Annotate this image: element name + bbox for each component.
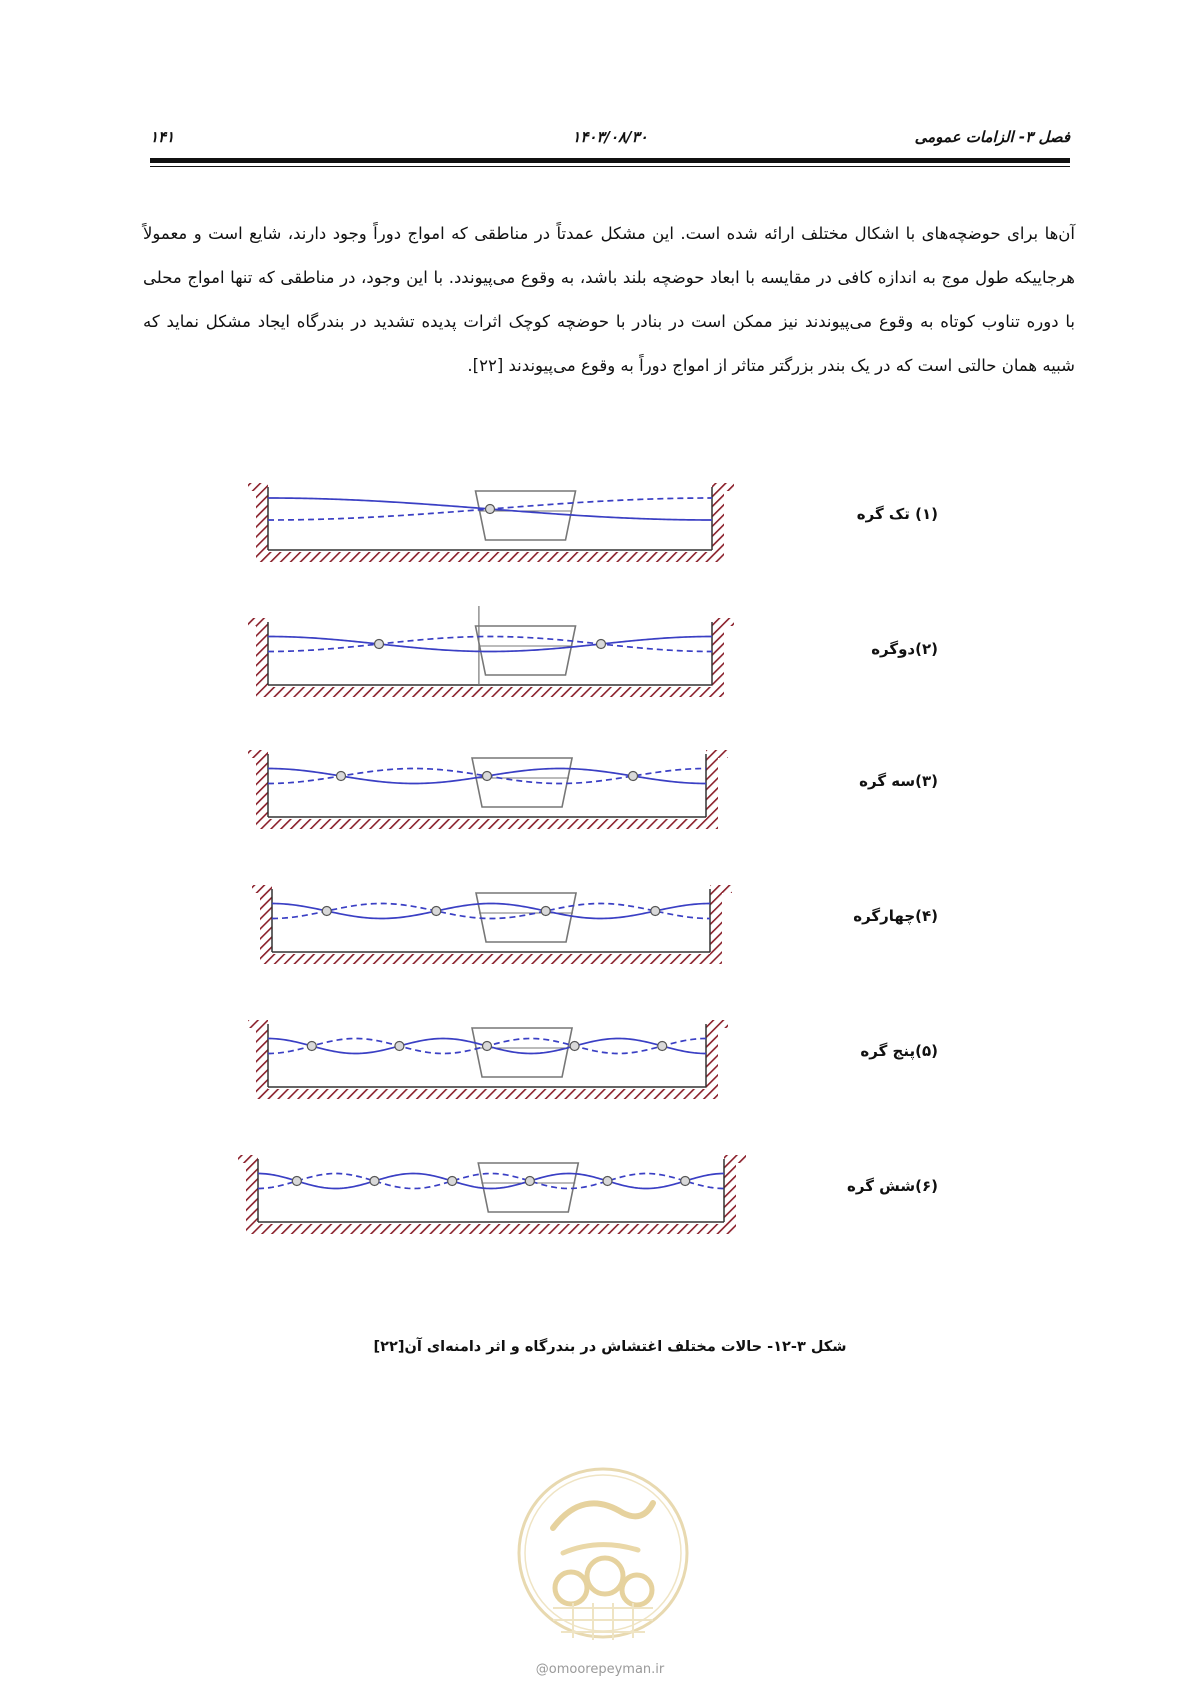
panel-4-node-2: [432, 907, 441, 916]
panel-1-right-wall: [712, 487, 724, 562]
panel-3-node-1: [337, 772, 346, 781]
panel-5-node-5: [658, 1042, 667, 1051]
panel-2-seabed: [256, 687, 724, 697]
panel-3-left-crest: [248, 750, 268, 758]
panel-1-seabed: [256, 552, 724, 562]
panel-4-ship-hull: [476, 893, 576, 942]
panel-5-node-4: [570, 1042, 579, 1051]
panel-4-wave-dashed: [272, 904, 710, 919]
panel-3-label: (۳)سه گره: [859, 772, 938, 790]
panel-6-wave-dashed: [258, 1174, 724, 1189]
panel-1-label: (۱) تک گره: [856, 505, 938, 523]
panel-4-node-3: [541, 907, 550, 916]
panel-2-right-wall: [712, 622, 724, 697]
panel-5-seabed: [256, 1089, 718, 1099]
panel-2-label: (۲)دوگره: [871, 640, 938, 658]
panel-3-right-wall: [706, 754, 718, 829]
panel-5-label: (۵)پنج گره: [860, 1042, 938, 1060]
panel-4-left-crest: [252, 885, 272, 893]
body-paragraph: آن‌ها برای حوضچه‌های با اشکال مختلف ارائه شده است. این مشکل عمدتاً در مناطقی که امواج دوراً وجود دارند، شایع است و معمولاً هرجاییکه طول موج به اندازه کافی در مقایسه با ابعاد حوضچه بلند باشد، به وقوع می‌پیوندد. با این وجود، در مناطقی که تنها امواج محلی با دوره تناوب کوتاه به وقوع می‌پیوندند نیز ممکن است در بنادر با حوضچه کوچک اثرات پدیده تشدید در بندرگاه ایجاد مشکل نماید که شبیه همان حالتی است که در یک بندر بزرگتر متاثر از امواج دوراً به وقوع می‌پیوندند [۲۲].: [143, 224, 1075, 375]
panel-6-right-crest: [724, 1155, 746, 1163]
panel-6-node-6: [681, 1177, 690, 1186]
panel-4-node-1: [322, 907, 331, 916]
panel-4-label: (۴)چهارگره: [853, 907, 938, 925]
panel-4-node-4: [651, 907, 660, 916]
panel-4-right-crest: [710, 885, 732, 893]
panel-6-wave-solid: [258, 1174, 724, 1189]
panel-3-ship-hull: [472, 758, 572, 807]
panel-2-node-2: [597, 640, 606, 649]
watermark-logo: [513, 1448, 693, 1688]
panel-2-left-wall: [256, 622, 268, 697]
panel-2-node-1: [375, 640, 384, 649]
panel-5-node-3: [483, 1042, 492, 1051]
panel-4-wave-solid: [272, 904, 710, 919]
panel-4-left-wall: [260, 889, 272, 964]
panel-1-left-wall: [256, 487, 268, 562]
panel-5-left-crest: [248, 1020, 268, 1028]
panel-6-node-2: [370, 1177, 379, 1186]
panel-3-left-wall: [256, 754, 268, 829]
panel-6-node-3: [448, 1177, 457, 1186]
panel-3-seabed: [256, 819, 718, 829]
panel-1-right-crest: [712, 483, 734, 491]
panel-6-left-wall: [246, 1159, 258, 1234]
page-number: ۱۴۱: [150, 128, 175, 146]
panel-6-node-4: [525, 1177, 534, 1186]
panel-4-right-wall: [710, 889, 722, 964]
panel-6-right-wall: [724, 1159, 736, 1234]
panel-2-right-crest: [712, 618, 734, 626]
panel-5-right-crest: [706, 1020, 728, 1028]
panel-3-right-crest: [706, 750, 728, 758]
panel-1-node-1: [486, 505, 495, 514]
panel-5-node-1: [307, 1042, 316, 1051]
figure-caption: شکل ۳-۱۲- حالات مختلف اغتشاش در بندرگاه و اثر دامنه‌ای آن[۲۲]: [373, 1339, 847, 1355]
chapter-title: فصل ۳- الزامات عمومی: [914, 128, 1070, 146]
panel-1-left-crest: [248, 483, 268, 491]
panel-6-node-1: [292, 1177, 301, 1186]
panel-5-node-2: [395, 1042, 404, 1051]
panel-1-ship-hull: [476, 491, 576, 540]
panel-5-left-wall: [256, 1024, 268, 1099]
panel-6-left-crest: [238, 1155, 258, 1163]
panel-3-node-3: [629, 772, 638, 781]
watermark-url: @omoorepeyman.ir: [535, 1662, 665, 1677]
panel-2-wave-solid: [268, 637, 712, 652]
panel-6-node-5: [603, 1177, 612, 1186]
panel-6-seabed: [246, 1224, 736, 1234]
panel-4-seabed: [260, 954, 722, 964]
header-date: ۱۴۰۳/۰۸/۳۰: [572, 128, 648, 146]
panel-3-node-2: [483, 772, 492, 781]
panel-5-right-wall: [706, 1024, 718, 1099]
panel-2-left-crest: [248, 618, 268, 626]
panel-6-label: (۶)شش گره: [847, 1177, 938, 1195]
